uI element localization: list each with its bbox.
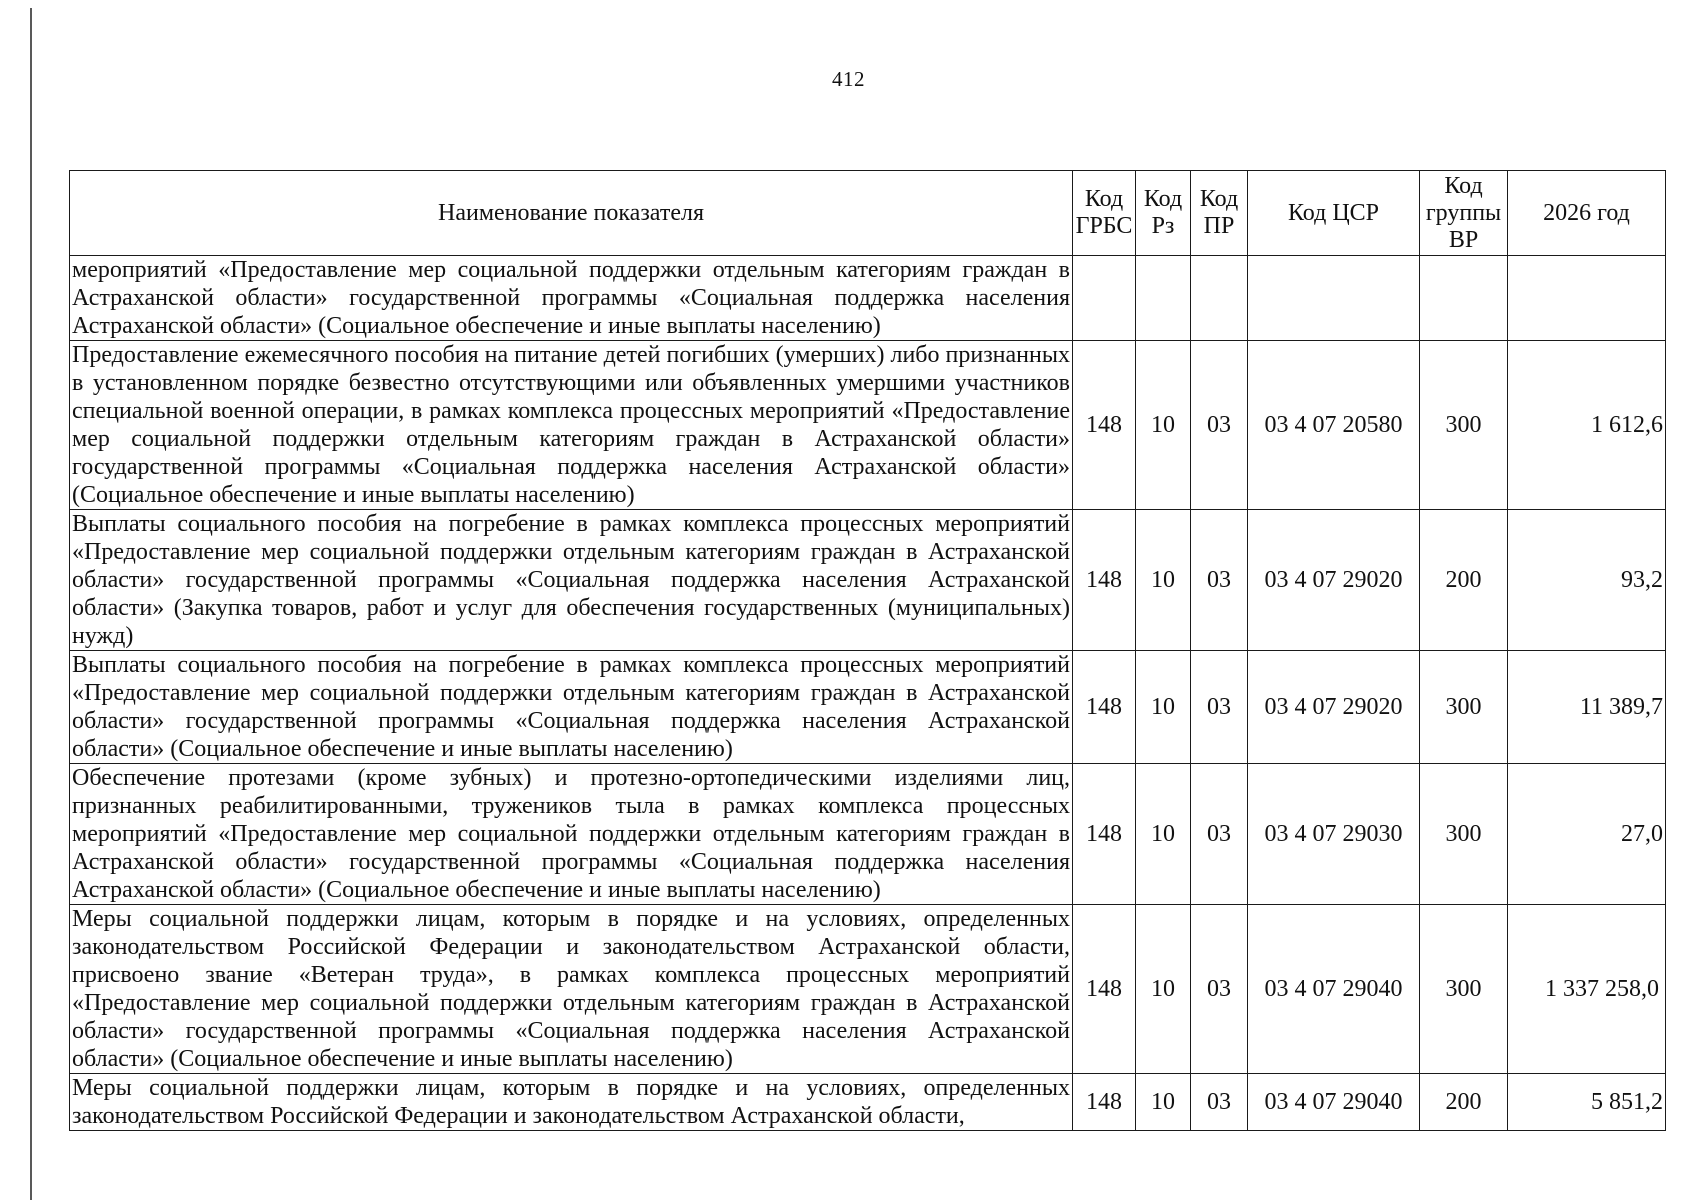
row-pr: 03 xyxy=(1191,341,1248,510)
row-csr: 03 4 07 20580 xyxy=(1248,341,1420,510)
row-rz: 10 xyxy=(1136,341,1191,510)
budget-table xyxy=(69,170,1666,1131)
row-vr: 200 xyxy=(1420,510,1508,651)
header-pr: Код ПР xyxy=(1191,171,1248,256)
header-vr: Код группы ВР xyxy=(1420,171,1508,256)
row-grbs: 148 xyxy=(1073,510,1136,651)
row-name: Меры социальной поддержки лицам, которым в порядке и на условиях, определенных законодательством Российской Федерации и законодательством Астраханской области, xyxy=(70,1074,1073,1131)
table-row xyxy=(70,256,1666,341)
row-csr: 03 4 07 29020 xyxy=(1248,510,1420,651)
row-vr: 300 xyxy=(1420,905,1508,1074)
table-row xyxy=(70,905,1666,1074)
row-csr: 03 4 07 29040 xyxy=(1248,1074,1420,1131)
row-amount: 5 851,2 xyxy=(1508,1074,1666,1131)
row-vr xyxy=(1420,256,1508,341)
row-name: Выплаты социального пособия на погребение в рамках комплекса процессных мероприятий «Предоставление мер социальной поддержки отдельным категориям граждан в Астраханской области» государственной программы «Социальная поддержка населения Астраханской области» (Закупка товаров, работ и услуг для обеспечения государственных (муниципальных) нужд) xyxy=(70,510,1073,651)
row-rz: 10 xyxy=(1136,651,1191,764)
row-pr: 03 xyxy=(1191,510,1248,651)
table-row xyxy=(70,651,1666,764)
table-header-row xyxy=(70,171,1666,256)
header-csr: Код ЦСР xyxy=(1248,171,1420,256)
table-row xyxy=(70,510,1666,651)
table-row xyxy=(70,764,1666,905)
page-binding-line xyxy=(30,8,32,1200)
row-csr: 03 4 07 29030 xyxy=(1248,764,1420,905)
row-vr: 200 xyxy=(1420,1074,1508,1131)
header-rz: Код Рз xyxy=(1136,171,1191,256)
row-name: Выплаты социального пособия на погребение в рамках комплекса процессных мероприятий «Предоставление мер социальной поддержки отдельным категориям граждан в Астраханской области» государственной программы «Социальная поддержка населения Астраханской области» (Социальное обеспечение и иные выплаты населению) xyxy=(70,651,1073,764)
row-vr: 300 xyxy=(1420,764,1508,905)
row-rz: 10 xyxy=(1136,764,1191,905)
row-rz: 10 xyxy=(1136,905,1191,1074)
row-pr: 03 xyxy=(1191,905,1248,1074)
row-pr: 03 xyxy=(1191,651,1248,764)
row-grbs: 148 xyxy=(1073,651,1136,764)
row-rz xyxy=(1136,256,1191,341)
row-amount: 11 389,7 xyxy=(1508,651,1666,764)
row-grbs: 148 xyxy=(1073,341,1136,510)
page-number: 412 xyxy=(832,67,865,91)
header-year: 2026 год xyxy=(1508,171,1666,256)
header-name: Наименование показателя xyxy=(70,171,1073,256)
row-amount: 1 612,6 xyxy=(1508,341,1666,510)
row-grbs xyxy=(1073,256,1136,341)
row-rz: 10 xyxy=(1136,510,1191,651)
row-name: мероприятий «Предоставление мер социальной поддержки отдельным категориям граждан в Астраханской области» государственной программы «Социальная поддержка населения Астраханской области» (Социальное обеспечение и иные выплаты населению) xyxy=(70,256,1073,341)
row-name: Меры социальной поддержки лицам, которым в порядке и на условиях, определенных законодательством Российской Федерации и законодательством Астраханской области, присвоено звание «Ветеран труда», в рамках комплекса процессных мероприятий «Предоставление мер социальной поддержки отдельным категориям граждан в Астраханской области» государственной программы «Социальная поддержка населения Астраханской области» (Социальное обеспечение и иные выплаты населению) xyxy=(70,905,1073,1074)
row-amount: 1 337 258,0 xyxy=(1508,905,1666,1074)
row-grbs: 148 xyxy=(1073,764,1136,905)
row-amount: 27,0 xyxy=(1508,764,1666,905)
header-grbs: Код ГРБС xyxy=(1073,171,1136,256)
row-pr xyxy=(1191,256,1248,341)
row-rz: 10 xyxy=(1136,1074,1191,1131)
row-vr: 300 xyxy=(1420,341,1508,510)
row-vr: 300 xyxy=(1420,651,1508,764)
row-name: Обеспечение протезами (кроме зубных) и протезно-ортопедическими изделиями лиц, признанных реабилитированными, тружеников тыла в рамках комплекса процессных мероприятий «Предоставление мер социальной поддержки отдельным категориям граждан в Астраханской области» государственной программы «Социальная поддержка населения Астраханской области» (Социальное обеспечение и иные выплаты населению) xyxy=(70,764,1073,905)
row-pr: 03 xyxy=(1191,1074,1248,1131)
row-amount xyxy=(1508,256,1666,341)
row-grbs: 148 xyxy=(1073,1074,1136,1131)
row-csr: 03 4 07 29020 xyxy=(1248,651,1420,764)
table-row xyxy=(70,341,1666,510)
row-pr: 03 xyxy=(1191,764,1248,905)
table-row xyxy=(70,1074,1666,1131)
row-csr xyxy=(1248,256,1420,341)
row-name: Предоставление ежемесячного пособия на питание детей погибших (умерших) либо признанных в установленном порядке безвестно отсутствующими или объявленных умершими участников специальной военной операции, в рамках комплекса процессных мероприятий «Предоставление мер социальной поддержки отдельным категориям граждан в Астраханской области» государственной программы «Социальная поддержка населения Астраханской области» (Социальное обеспечение и иные выплаты населению) xyxy=(70,341,1073,510)
row-grbs: 148 xyxy=(1073,905,1136,1074)
row-amount: 93,2 xyxy=(1508,510,1666,651)
row-csr: 03 4 07 29040 xyxy=(1248,905,1420,1074)
